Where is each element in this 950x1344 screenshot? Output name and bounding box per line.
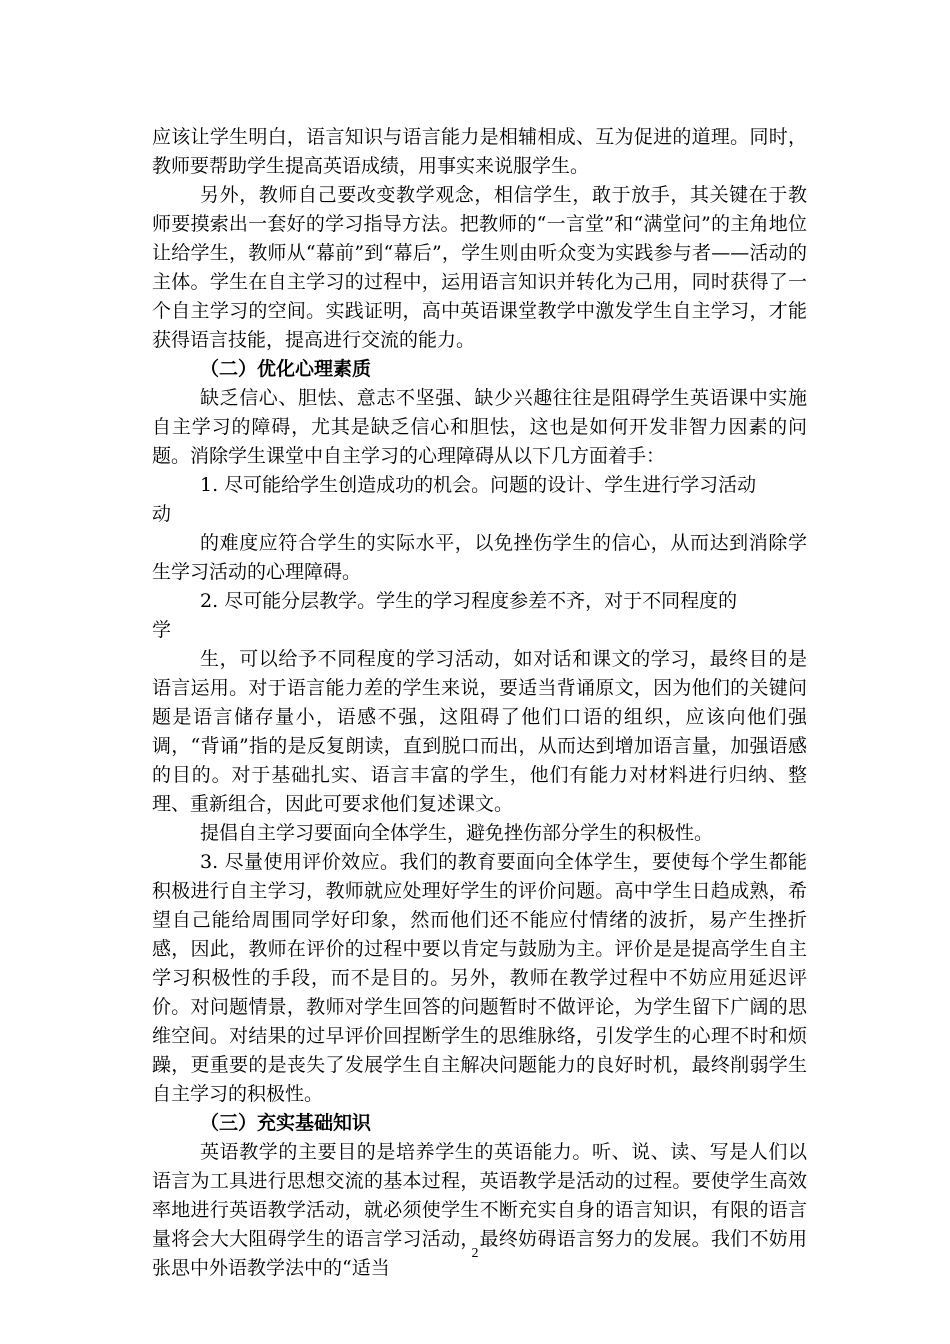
body-paragraph: 缺乏信心、胆怯、意志不坚强、缺少兴趣往往是阻碍学生英语课中实施自主学习的障碍，尤其是缺乏信心和胆怯，这也是如何开发非智力因素的问题。消除学生课堂中自主学习的心理障碍从以下几方面着手： [152, 387, 807, 467]
section-heading: （二）优化心理素质 [200, 358, 372, 380]
document-body [152, 123, 807, 1283]
section-heading: （三）充实基础知识 [200, 1112, 372, 1134]
body-paragraph: 学 [152, 619, 172, 641]
body-paragraph: 英语教学的主要目的是培养学生的英语能力。听、说、读、写是人们以语言为工具进行思想交流的基本过程，英语教学是活动的过程。要使学生高效率地进行英语教学活动，就必须使学生不断充实自身的语言知识，有限的语言量将会大大阻碍学生的语言学习活动，最终妨碍语言努力的发展。我们不妨用张思中外语教学法中的“适当 [152, 1141, 807, 1279]
body-paragraph: 1. 尽可能给学生创造成功的机会。问题的设计、学生进行学习活动 [200, 474, 757, 496]
body-paragraph: 生，可以给予不同程度的学习活动，如对话和课文的学习，最终目的是语言运用。对于语言能力差的学生来说，要适当背诵原文，因为他们的关键问题是语言储存量小，语感不强，这阻碍了他们口语的组织，应该向他们强调，“背诵”指的是反复朗读，直到脱口而出，从而达到增加语言量，加强语感的目的。对于基础扎实、语言丰富的学生，他们有能力对材料进行归纳、整理、重新组合，因此可要求他们复述课文。 [152, 648, 807, 815]
body-paragraph: 另外，教师自己要改变教学观念，相信学生，敢于放手，其关键在于教师要摸索出一套好的学习指导方法。把教师的“一言堂”和“满堂问”的主角地位让给学生，教师从“幕前”到“幕后”，学生则由听众变为实践参与者——活动的主体。学生在自主学习的过程中，运用语言知识并转化为己用，同时获得了一个自主学习的空间。实践证明，高中英语课堂教学中激发学生自主学习，才能获得语言技能，提高进行交流的能力。 [152, 184, 807, 351]
body-paragraph: 2. 尽可能分层教学。学生的学习程度参差不齐，对于不同程度的 [200, 590, 738, 612]
body-paragraph: 3. 尽量使用评价效应。我们的教育要面向全体学生，要使每个学生都能积极进行自主学习，教师就应处理好学生的评价问题。高中学生日趋成熟，希望自己能给周围同学好印象，然而他们还不能应付情绪的波折，易产生挫折感，因此，教师在评价的过程中要以肯定与鼓励为主。评价是是提高学生自主学习积极性的手段，而不是目的。另外，教师在教学过程中不妨应用延迟评价。对问题情景，教师对学生回答的问题暂时不做评论，为学生留下广阔的思维空间。对结果的过早评价回捏断学生的思维脉络，引发学生的心理不时和烦躁，更重要的是丧失了发展学生自主解决问题能力的良好时机，最终削弱学生自主学习的积极性。 [152, 851, 807, 1105]
body-paragraph: 动 [152, 503, 172, 525]
body-paragraph: 提倡自主学习要面向全体学生，避免挫伤部分学生的积极性。 [200, 822, 714, 844]
body-paragraph: 的难度应符合学生的实际水平，以免挫伤学生的信心，从而达到消除学生学习活动的心理障碍。 [152, 532, 807, 583]
body-paragraph: 应该让学生明白，语言知识与语言能力是相辅相成、互为促进的道理。同时，教师要帮助学生提高英语成绩，用事实来说服学生。 [152, 126, 807, 177]
page-number: 2 [471, 1246, 479, 1261]
